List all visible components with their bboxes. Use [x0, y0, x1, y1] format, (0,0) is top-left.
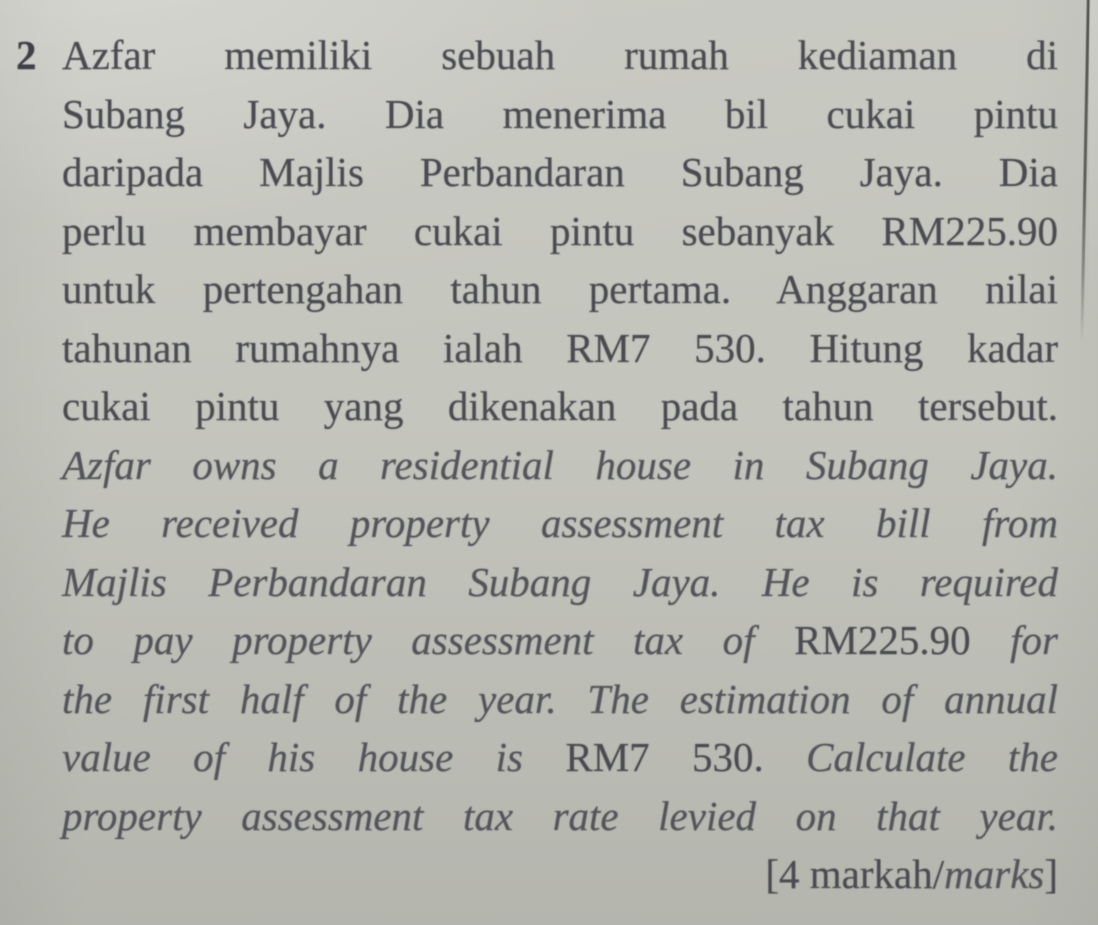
english-line-1 [62, 436, 1058, 495]
malay-line-1 [16, 26, 1058, 85]
malay-line-3 [62, 143, 1058, 202]
marks-word-italic: marks [944, 851, 1045, 897]
question-number: 2 [16, 32, 37, 78]
english-text: Calculate the [763, 734, 1058, 780]
malay-text: cukai pintu yang dikenakan pada tahun tersebut. [62, 383, 1058, 429]
english-line-4 [62, 611, 1058, 670]
marks-note [62, 845, 1058, 904]
english-line-3 [62, 553, 1058, 612]
english-text: property assessment tax rate levied on that year. [62, 792, 1058, 839]
english-text: to pay property assessment tax of [62, 617, 795, 663]
amount-text: RM7 530. [565, 734, 764, 780]
english-text: the first half of the year. The estimation of annual [62, 675, 1058, 722]
amount-text: RM225.90 [794, 617, 971, 663]
question-block [16, 26, 1058, 904]
marks-close: ] [1044, 851, 1058, 897]
paper-highlight [1089, 0, 1098, 330]
english-text: Azfar owns a residential house in Subang Jaya. [62, 441, 1058, 488]
malay-line-7 [62, 377, 1058, 436]
english-text: Majlis Perbandaran Subang Jaya. He is required [62, 558, 1058, 605]
malay-text: untuk pertengahan tahun pertama. Anggaran nilai [62, 266, 1058, 312]
malay-line-6 [62, 319, 1058, 378]
english-text: He received property assessment tax bill from [62, 500, 1058, 546]
malay-text: Azfar memiliki sebuah rumah kediaman di [62, 32, 1058, 78]
malay-line-5 [62, 260, 1058, 319]
english-line-5 [62, 670, 1058, 729]
english-line-2 [62, 494, 1058, 553]
english-text: for [970, 617, 1058, 663]
malay-line-4 [62, 202, 1058, 261]
malay-text: tahunan rumahnya ialah RM7 530. Hitung kadar [62, 324, 1058, 371]
english-text: value of his house is [62, 734, 566, 780]
malay-text: perlu membayar cukai pintu sebanyak RM225.90 [62, 207, 1058, 254]
malay-line-2 [62, 85, 1058, 144]
english-line-6 [62, 728, 1058, 787]
marks-open: [4 markah/ [765, 851, 945, 897]
malay-text: Subang Jaya. Dia menerima bil cukai pintu [62, 90, 1058, 137]
english-line-7 [62, 787, 1058, 846]
malay-text: daripada Majlis Perbandaran Subang Jaya. Dia [62, 149, 1058, 195]
